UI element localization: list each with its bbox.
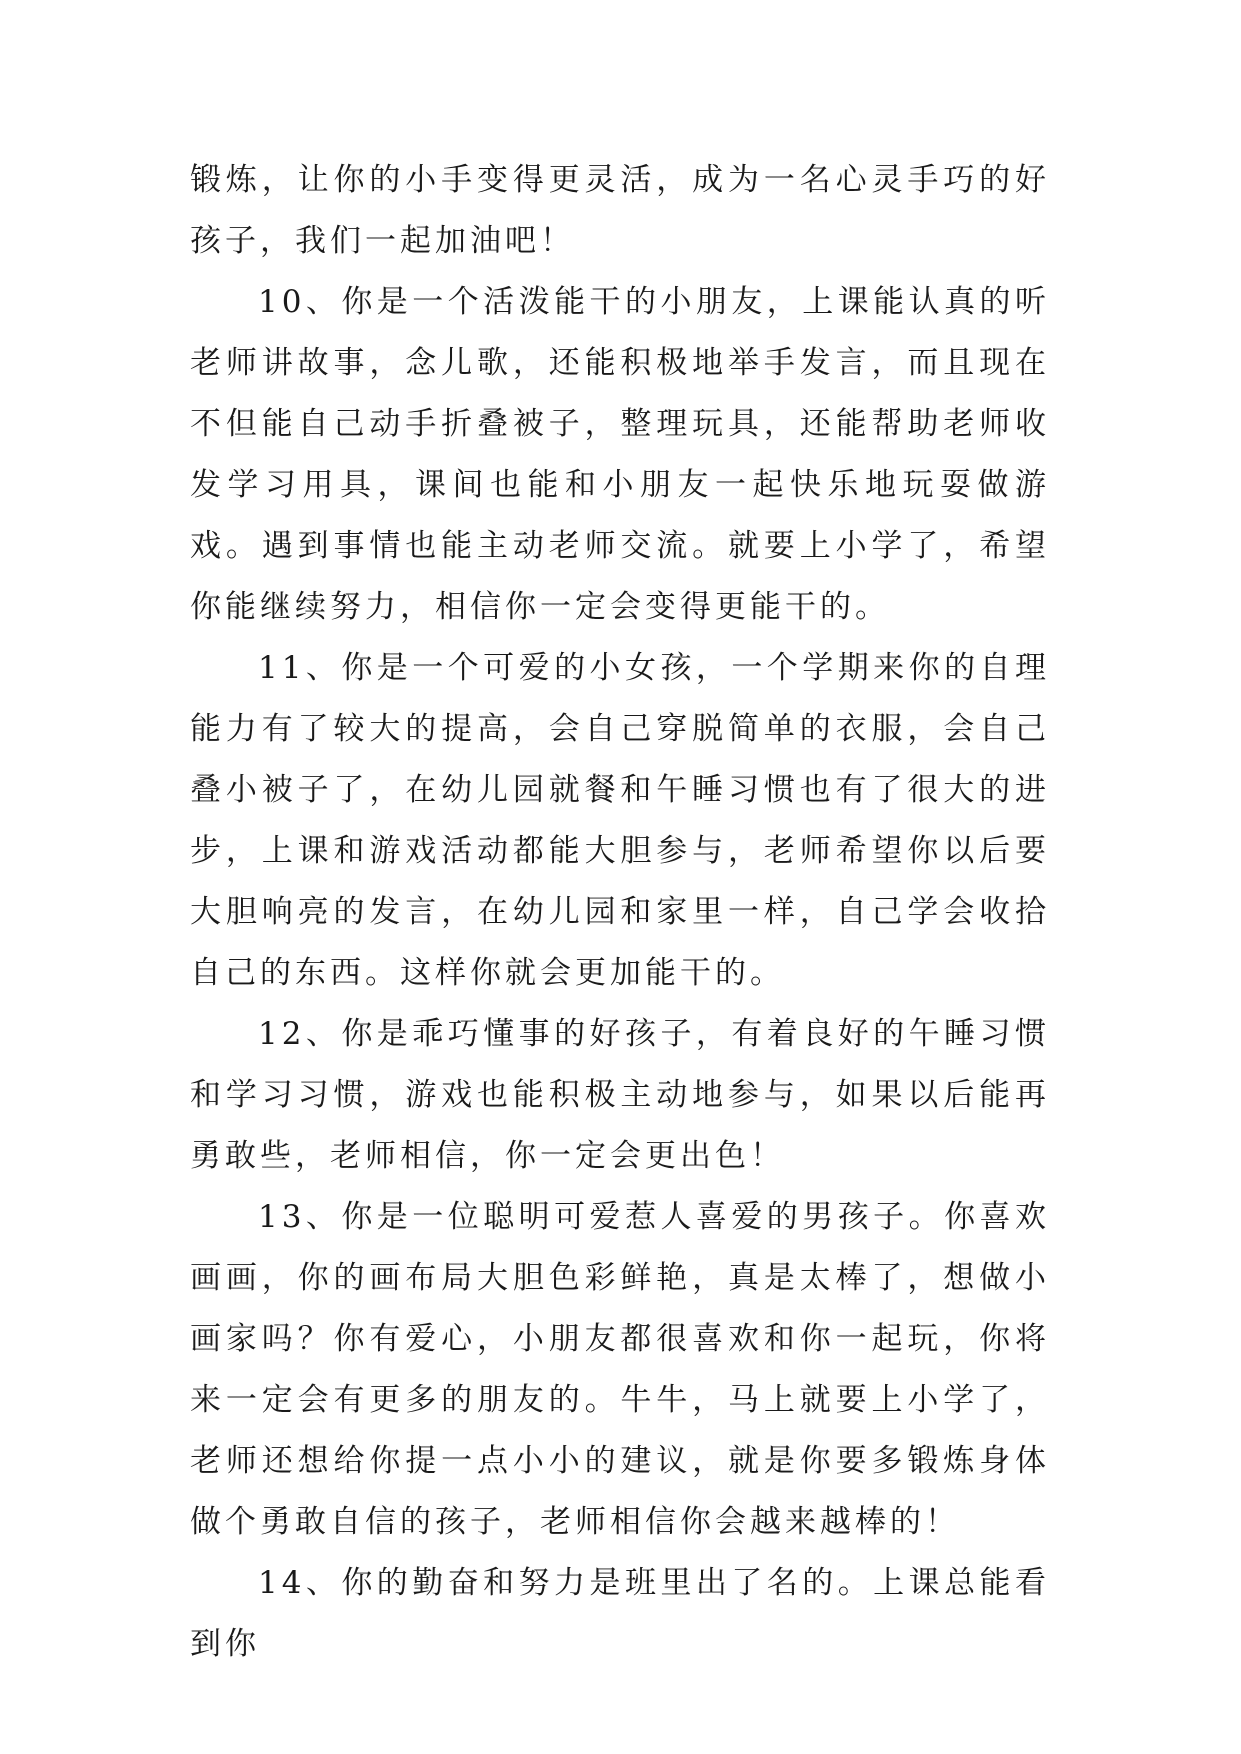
paragraph-item-10: 10、你是一个活泼能干的小朋友，上课能认真的听老师讲故事，念儿歌，还能积极地举手发言，而且现在不但能自己动手折叠被子，整理玩具，还能帮助老师收发学习用具，课间也能和小朋友一起快乐地玩耍做游戏。遇到事情也能主动老师交流。就要上小学了，希望你能继续努力，相信你一定会变得更能干的。 xyxy=(190,284,1050,625)
paragraph-item-12: 12、你是乖巧懂事的好孩子，有着良好的午睡习惯和学习习惯，游戏也能积极主动地参与，如果以后能再勇敢些，老师相信，你一定会更出色！ xyxy=(190,1016,1050,1174)
paragraph-continuation: 锻炼，让你的小手变得更灵活，成为一名心灵手巧的好孩子，我们一起加油吧！ xyxy=(190,162,1050,259)
paragraph-item-14: 14、你的勤奋和努力是班里出了名的。上课总能看到你 xyxy=(190,1565,1050,1662)
paragraph-item-11: 11、你是一个可爱的小女孩，一个学期来你的自理能力有了较大的提高，会自己穿脱简单的衣服，会自己叠小被子了，在幼儿园就餐和午睡习惯也有了很大的进步，上课和游戏活动都能大胆参与，老师希望你以后要大胆响亮的发言，在幼儿园和家里一样，自己学会收拾自己的东西。这样你就会更加能干的。 xyxy=(190,650,1050,991)
document-body xyxy=(190,150,1050,1675)
paragraph-item-13: 13、你是一位聪明可爱惹人喜爱的男孩子。你喜欢画画，你的画布局大胆色彩鲜艳，真是太棒了，想做小画家吗？你有爱心，小朋友都很喜欢和你一起玩，你将来一定会有更多的朋友的。牛牛，马上就要上小学了，老师还想给你提一点小小的建议，就是你要多锻炼身体做个勇敢自信的孩子，老师相信你会越来越棒的！ xyxy=(190,1199,1050,1540)
